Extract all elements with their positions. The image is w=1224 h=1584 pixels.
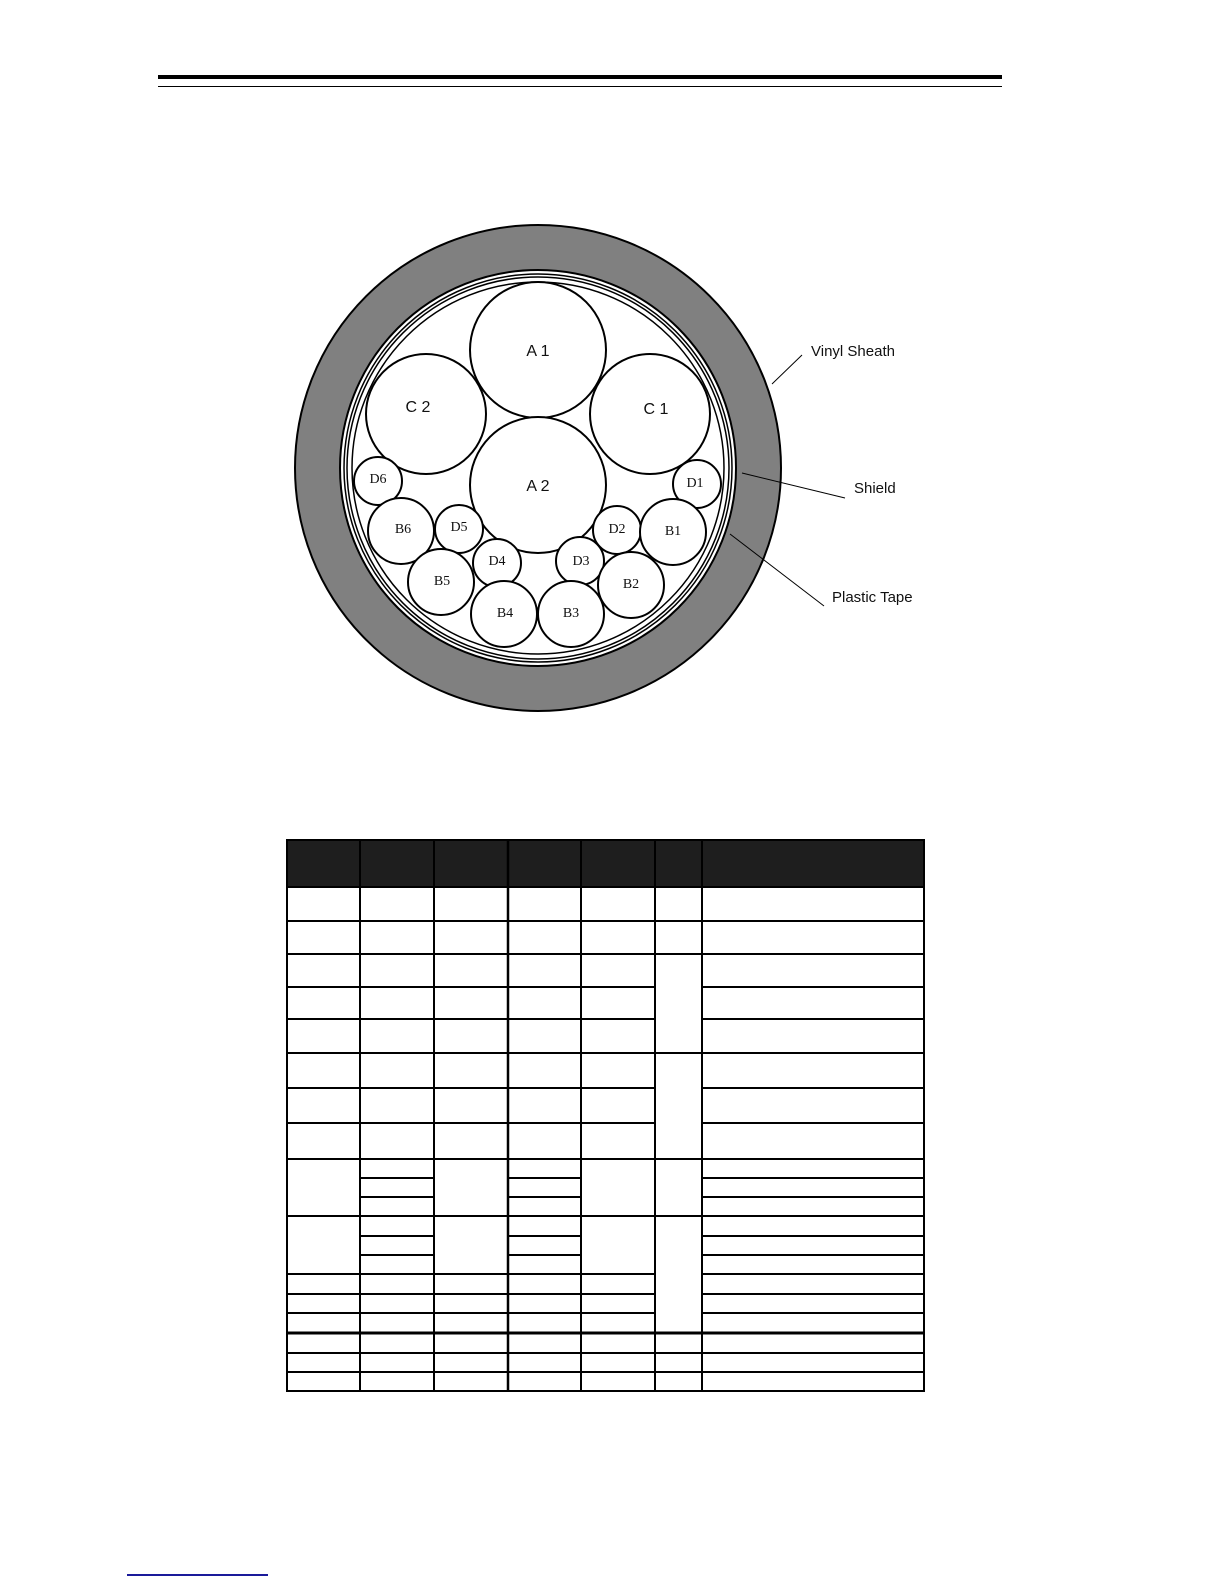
core-label-b4: B4: [496, 606, 514, 622]
core-label-d1: D1: [686, 476, 704, 492]
label-vinyl-sheath: Vinyl Sheath: [811, 343, 895, 360]
core-label-b2: B2: [622, 577, 640, 593]
core-label-d2: D2: [608, 522, 626, 538]
core-label-b6: B6: [394, 522, 412, 538]
label-shield: Shield: [854, 480, 896, 497]
core-label-a2: A 2: [526, 478, 550, 496]
core-label-d4: D4: [488, 554, 506, 570]
core-label-d3: D3: [572, 554, 590, 570]
core-label-a1: A 1: [526, 343, 550, 361]
label-plastic-tape: Plastic Tape: [832, 589, 913, 606]
core-label-b5: B5: [433, 574, 451, 590]
core-label-d5: D5: [450, 520, 468, 536]
core-label-d6: D6: [369, 472, 387, 488]
core-label-b1: B1: [664, 524, 682, 540]
core-table: [287, 840, 924, 1391]
core-label-b3: B3: [562, 606, 580, 622]
table-header: [287, 840, 924, 887]
core-label-c1: C 1: [643, 401, 669, 419]
leader-vinyl-sheath: [772, 355, 802, 384]
core-label-c2: C 2: [405, 399, 431, 417]
footer-link-underline[interactable]: [127, 1574, 268, 1576]
